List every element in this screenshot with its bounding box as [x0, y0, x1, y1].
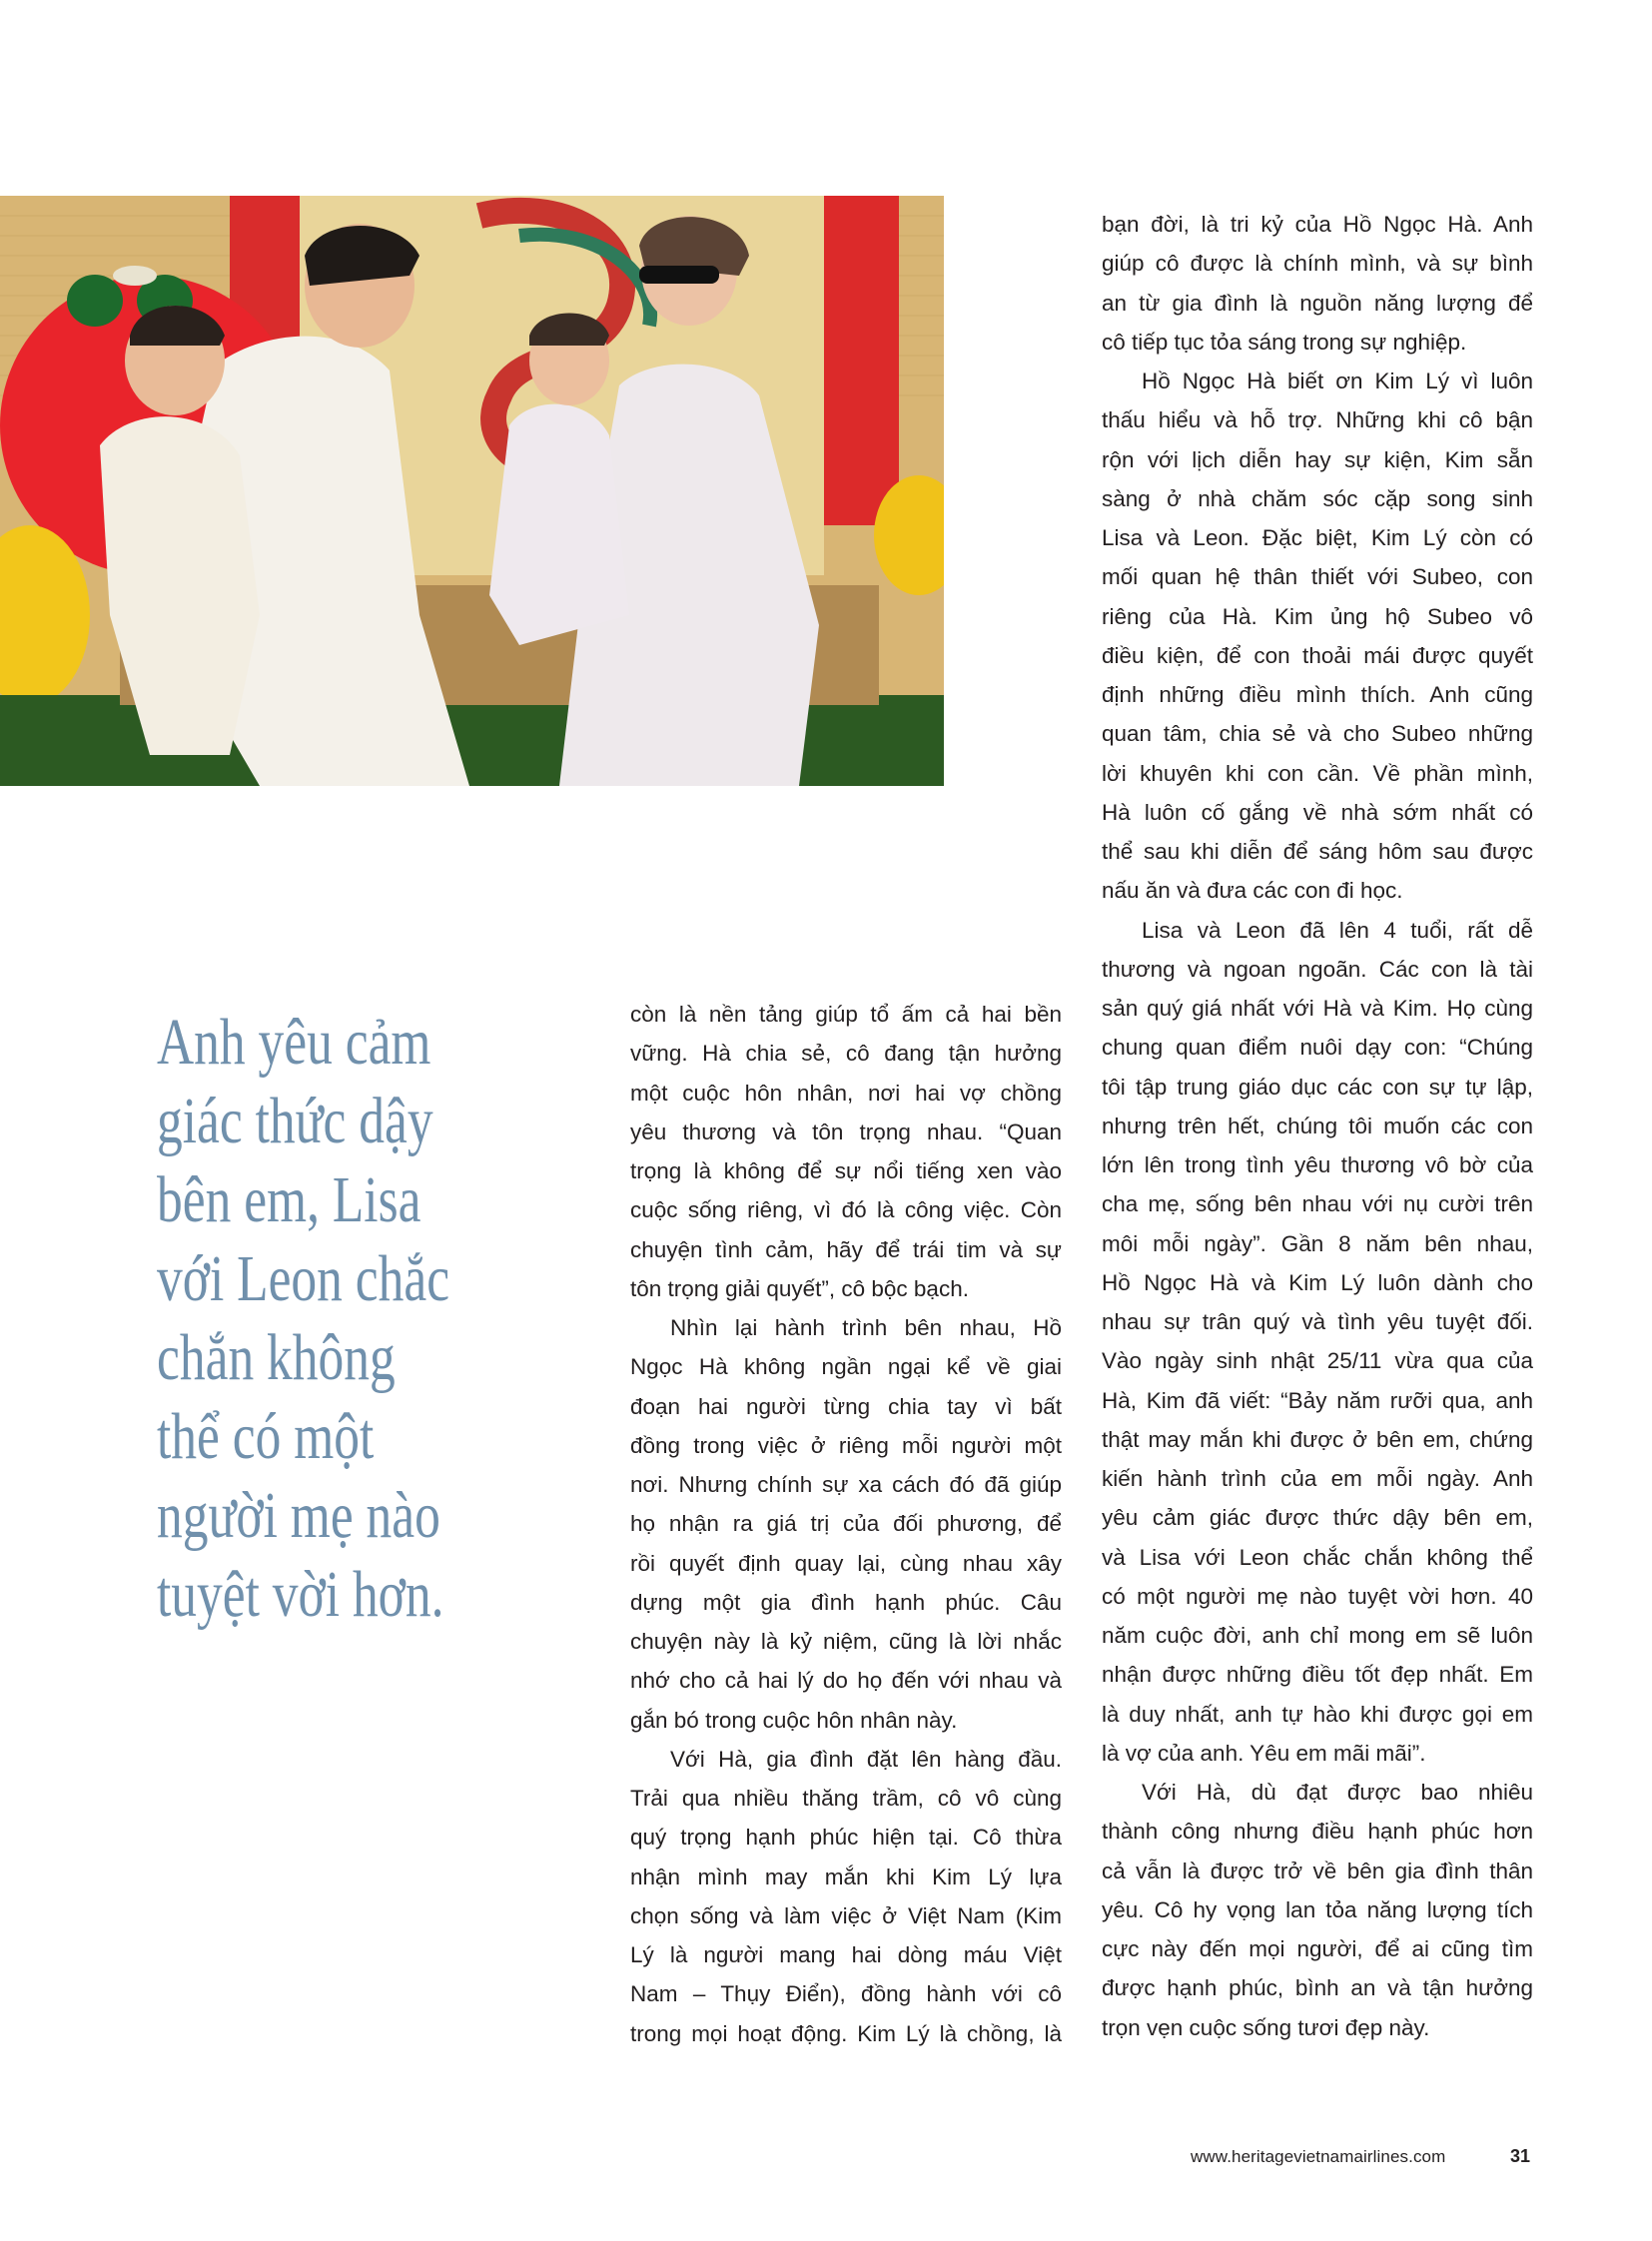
article-text-line: định những điều mình thích. Anh cũng [1102, 682, 1533, 707]
page-number: 31 [1510, 2146, 1531, 2166]
article-text-line: vững. Hà chia sẻ, cô đang tận hưởng [630, 1041, 1062, 1067]
article-text-line: cực này đến mọi người, để ai cũng tìm [1102, 1936, 1533, 1961]
article-text-line: quý trọng hạnh phúc hiện tại. Cô thừa [630, 1825, 1062, 1851]
article-text-line: Hà luôn cố gắng về nhà sớm nhất có [1102, 799, 1533, 825]
article-text-line: bạn đời, là tri kỷ của Hồ Ngọc Hà. Anh [1102, 212, 1533, 237]
article-text-line: Hồ Ngọc Hà biết ơn Kim Lý vì luôn [1142, 369, 1533, 393]
article-text-line: thật may mắn khi được ở bên em, chứng [1102, 1426, 1533, 1452]
article-text-line: thể sau khi diễn để sáng hôm sau được [1102, 839, 1533, 864]
article-text-line: nấu ăn và đưa các con đi học. [1102, 878, 1403, 904]
article-text-line: trong mọi hoạt động. Kim Lý là chồng, là [630, 2020, 1062, 2046]
article-text-line: yêu cảm giác được thức dậy bên em, [1102, 1505, 1533, 1531]
red-pillar-right [824, 196, 899, 525]
article-text-line: chuyện tình cảm, hãy để trái tim và sự [630, 1236, 1062, 1262]
article-text-line: lời khuyên khi con cần. Về phần mình, [1102, 760, 1533, 786]
article-text-line: rồi quyết định quay lại, cùng nhau xây [630, 1550, 1062, 1576]
pull-quote-line: người mẹ nào [157, 1479, 440, 1552]
article-text-line: riêng của Hà. Kim ủng hộ Subeo vô [1102, 603, 1533, 629]
article-text-line: và Lisa với Leon chắc chắn không thể [1102, 1544, 1533, 1570]
article-text-line: được hạnh phúc, bình an và tận hưởng [1102, 1975, 1533, 2001]
article-text-line: Hồ Ngọc Hà và Kim Lý luôn dành cho [1102, 1269, 1533, 1295]
article-text-line: Vào ngày sinh nhật 25/11 vừa qua của [1102, 1348, 1533, 1374]
article-text-line: đoạn hai người từng chia tay vì bất [630, 1393, 1062, 1419]
article-text-line: Hà, Kim đã viết: “Bảy năm rưỡi qua, anh [1102, 1387, 1533, 1413]
article-text-line: thương và ngoan ngoãn. Các con là tài [1102, 956, 1533, 982]
article-text-line: tôn trọng giải quyết”, cô bộc bạch. [630, 1275, 969, 1301]
article-text-line: kiến hành trình của em mỗi ngày. Anh [1102, 1466, 1533, 1491]
article-text-line: quan tâm, chia sẻ và cho Subeo những [1102, 721, 1533, 747]
article-text-line: trọn vẹn cuộc sống tươi đẹp này. [1102, 2014, 1430, 2040]
article-text-line: yêu thương và tôn trọng nhau. “Quan [630, 1119, 1062, 1144]
article-text-line: năm cuộc đời, anh chỉ mong em sẽ luôn [1102, 1623, 1533, 1648]
article-text-line: cuộc sống riêng, vì đó là công việc. Còn [630, 1197, 1062, 1223]
article-text-line: nhận được những điều tốt đẹp nhất. Em [1102, 1662, 1533, 1688]
article-text-line: dựng một gia đình hạnh phúc. Câu [630, 1589, 1062, 1615]
pull-quote-line: với Leon chắc [157, 1242, 450, 1315]
article-text-line: đồng trong việc ở riêng mỗi người một [630, 1432, 1062, 1458]
article-text-line: họ nhận ra giá trị của đối phương, để [630, 1511, 1062, 1537]
article-text-line: cả vẫn là được trở về bên gia đình thân [1102, 1858, 1533, 1883]
article-text-line: yêu. Cô hy vọng lan tỏa năng lượng tích [1102, 1896, 1533, 1922]
article-text-line: chọn sống và làm việc ở Việt Nam (Kim [630, 1902, 1062, 1928]
pull-quote-line: thể có một [157, 1400, 375, 1473]
article-text-line: lớn lên trong tình yêu thương vô bờ của [1102, 1152, 1533, 1177]
article-text-line: chuyện này là kỷ niệm, cũng là lời nhắc [630, 1629, 1062, 1654]
article-text-line: có một người mẹ nào tuyệt vời hơn. 40 [1102, 1583, 1533, 1609]
article-text-line: Ngọc Hà không ngần ngại kể về giai [630, 1354, 1062, 1380]
article-text-line: sàng ở nhà chăm sóc cặp song sinh [1102, 485, 1533, 511]
article-column-right [1102, 205, 1533, 2047]
article-text-line: điều kiện, để con thoải mái được quyết [1102, 642, 1533, 668]
article-text-line: là duy nhất, anh tự hào khi được gọi em [1102, 1701, 1533, 1727]
article-text-line: an từ gia đình là nguồn năng lượng để [1102, 290, 1533, 316]
article-text-line: gắn bó trong cuộc hôn nhân này. [630, 1707, 958, 1733]
pull-quote-line: chắn không [157, 1321, 396, 1394]
article-text-line: là vợ của anh. Yêu em mãi mãi”. [1102, 1740, 1426, 1766]
article-text-line: giúp cô được là chính mình, và sự bình [1102, 251, 1533, 277]
article-text-line: Với Hà, gia đình đặt lên hàng đầu. [670, 1746, 1062, 1772]
article-text-line: Nam – Thụy Điển), đồng hành với cô [630, 1981, 1062, 2007]
article-text-line: Lisa và Leon đã lên 4 tuổi, rất dễ [1142, 917, 1533, 943]
article-text-line: thành công nhưng điều hạnh phúc hơn [1102, 1819, 1533, 1845]
pull-quote-line: Anh yêu cảm [157, 1006, 431, 1079]
article-text-line: nhớ cho cả hai lý do họ đến với nhau và [630, 1668, 1062, 1694]
family-photo [0, 196, 944, 786]
article-text-line: Nhìn lại hành trình bên nhau, Hồ [670, 1315, 1062, 1340]
article-text-line: thấu hiểu và hỗ trợ. Những khi cô bận [1102, 407, 1533, 433]
article-text-line: một cuộc hôn nhân, nơi hai vợ chồng [630, 1080, 1062, 1106]
pull-quote [157, 1003, 576, 1634]
article-text-line: nhau sự trân quý và tình yêu tuyệt đối. [1102, 1309, 1533, 1334]
article-text-line: chung quan điểm nuôi dạy con: “Chúng [1102, 1035, 1533, 1061]
article-text-line: Lý là người mang hai dòng máu Việt [630, 1942, 1062, 1967]
article-text-line: nhưng trên hết, chúng tôi muốn các con [1102, 1113, 1533, 1138]
pull-quote-line: tuyệt vời hơn. [157, 1558, 444, 1631]
article-text-line: rộn với lịch diễn hay sự kiện, Kim sẵn [1102, 446, 1533, 472]
article-text-line: Trải qua nhiều thăng trầm, cô vô cùng [630, 1786, 1062, 1811]
article-text-line: mối quan hệ thân thiết với Subeo, con [1102, 564, 1533, 590]
article-text-line: nhận mình may mắn khi Kim Lý lựa [630, 1864, 1062, 1889]
article-text-line: Với Hà, dù đạt được bao nhiêu [1142, 1780, 1533, 1805]
article-text-line: còn là nền tảng giúp tổ ấm cả hai bền [630, 1002, 1062, 1027]
article-text-line: trọng là không để sự nổi tiếng xen vào [630, 1158, 1062, 1183]
article-column-middle [630, 995, 1062, 2053]
article-text-line: môi mỗi ngày”. Gần 8 năm bên nhau, [1102, 1230, 1533, 1256]
article-text-line: nơi. Nhưng chính sự xa cách đó đã giúp [630, 1472, 1062, 1497]
footer-website-url[interactable]: www.heritagevietnamairlines.com [1191, 2147, 1446, 2166]
article-text-line: sản quý giá nhất với Hà và Kim. Họ cùng [1102, 996, 1533, 1021]
article-text-line: tôi tập trung giáo dục các con sự tự lập, [1102, 1074, 1533, 1100]
pull-quote-line: giác thức dậy [157, 1085, 433, 1157]
article-text-line: cha mẹ, sống bên nhau với nụ cười trên [1102, 1191, 1533, 1217]
article-text-line: cô tiếp tục tỏa sáng trong sự nghiệp. [1102, 329, 1467, 355]
family-photo-illustration [0, 196, 944, 786]
article-text-line: Lisa và Leon. Đặc biệt, Kim Lý còn có [1102, 525, 1533, 550]
pull-quote-line: bên em, Lisa [157, 1163, 421, 1236]
